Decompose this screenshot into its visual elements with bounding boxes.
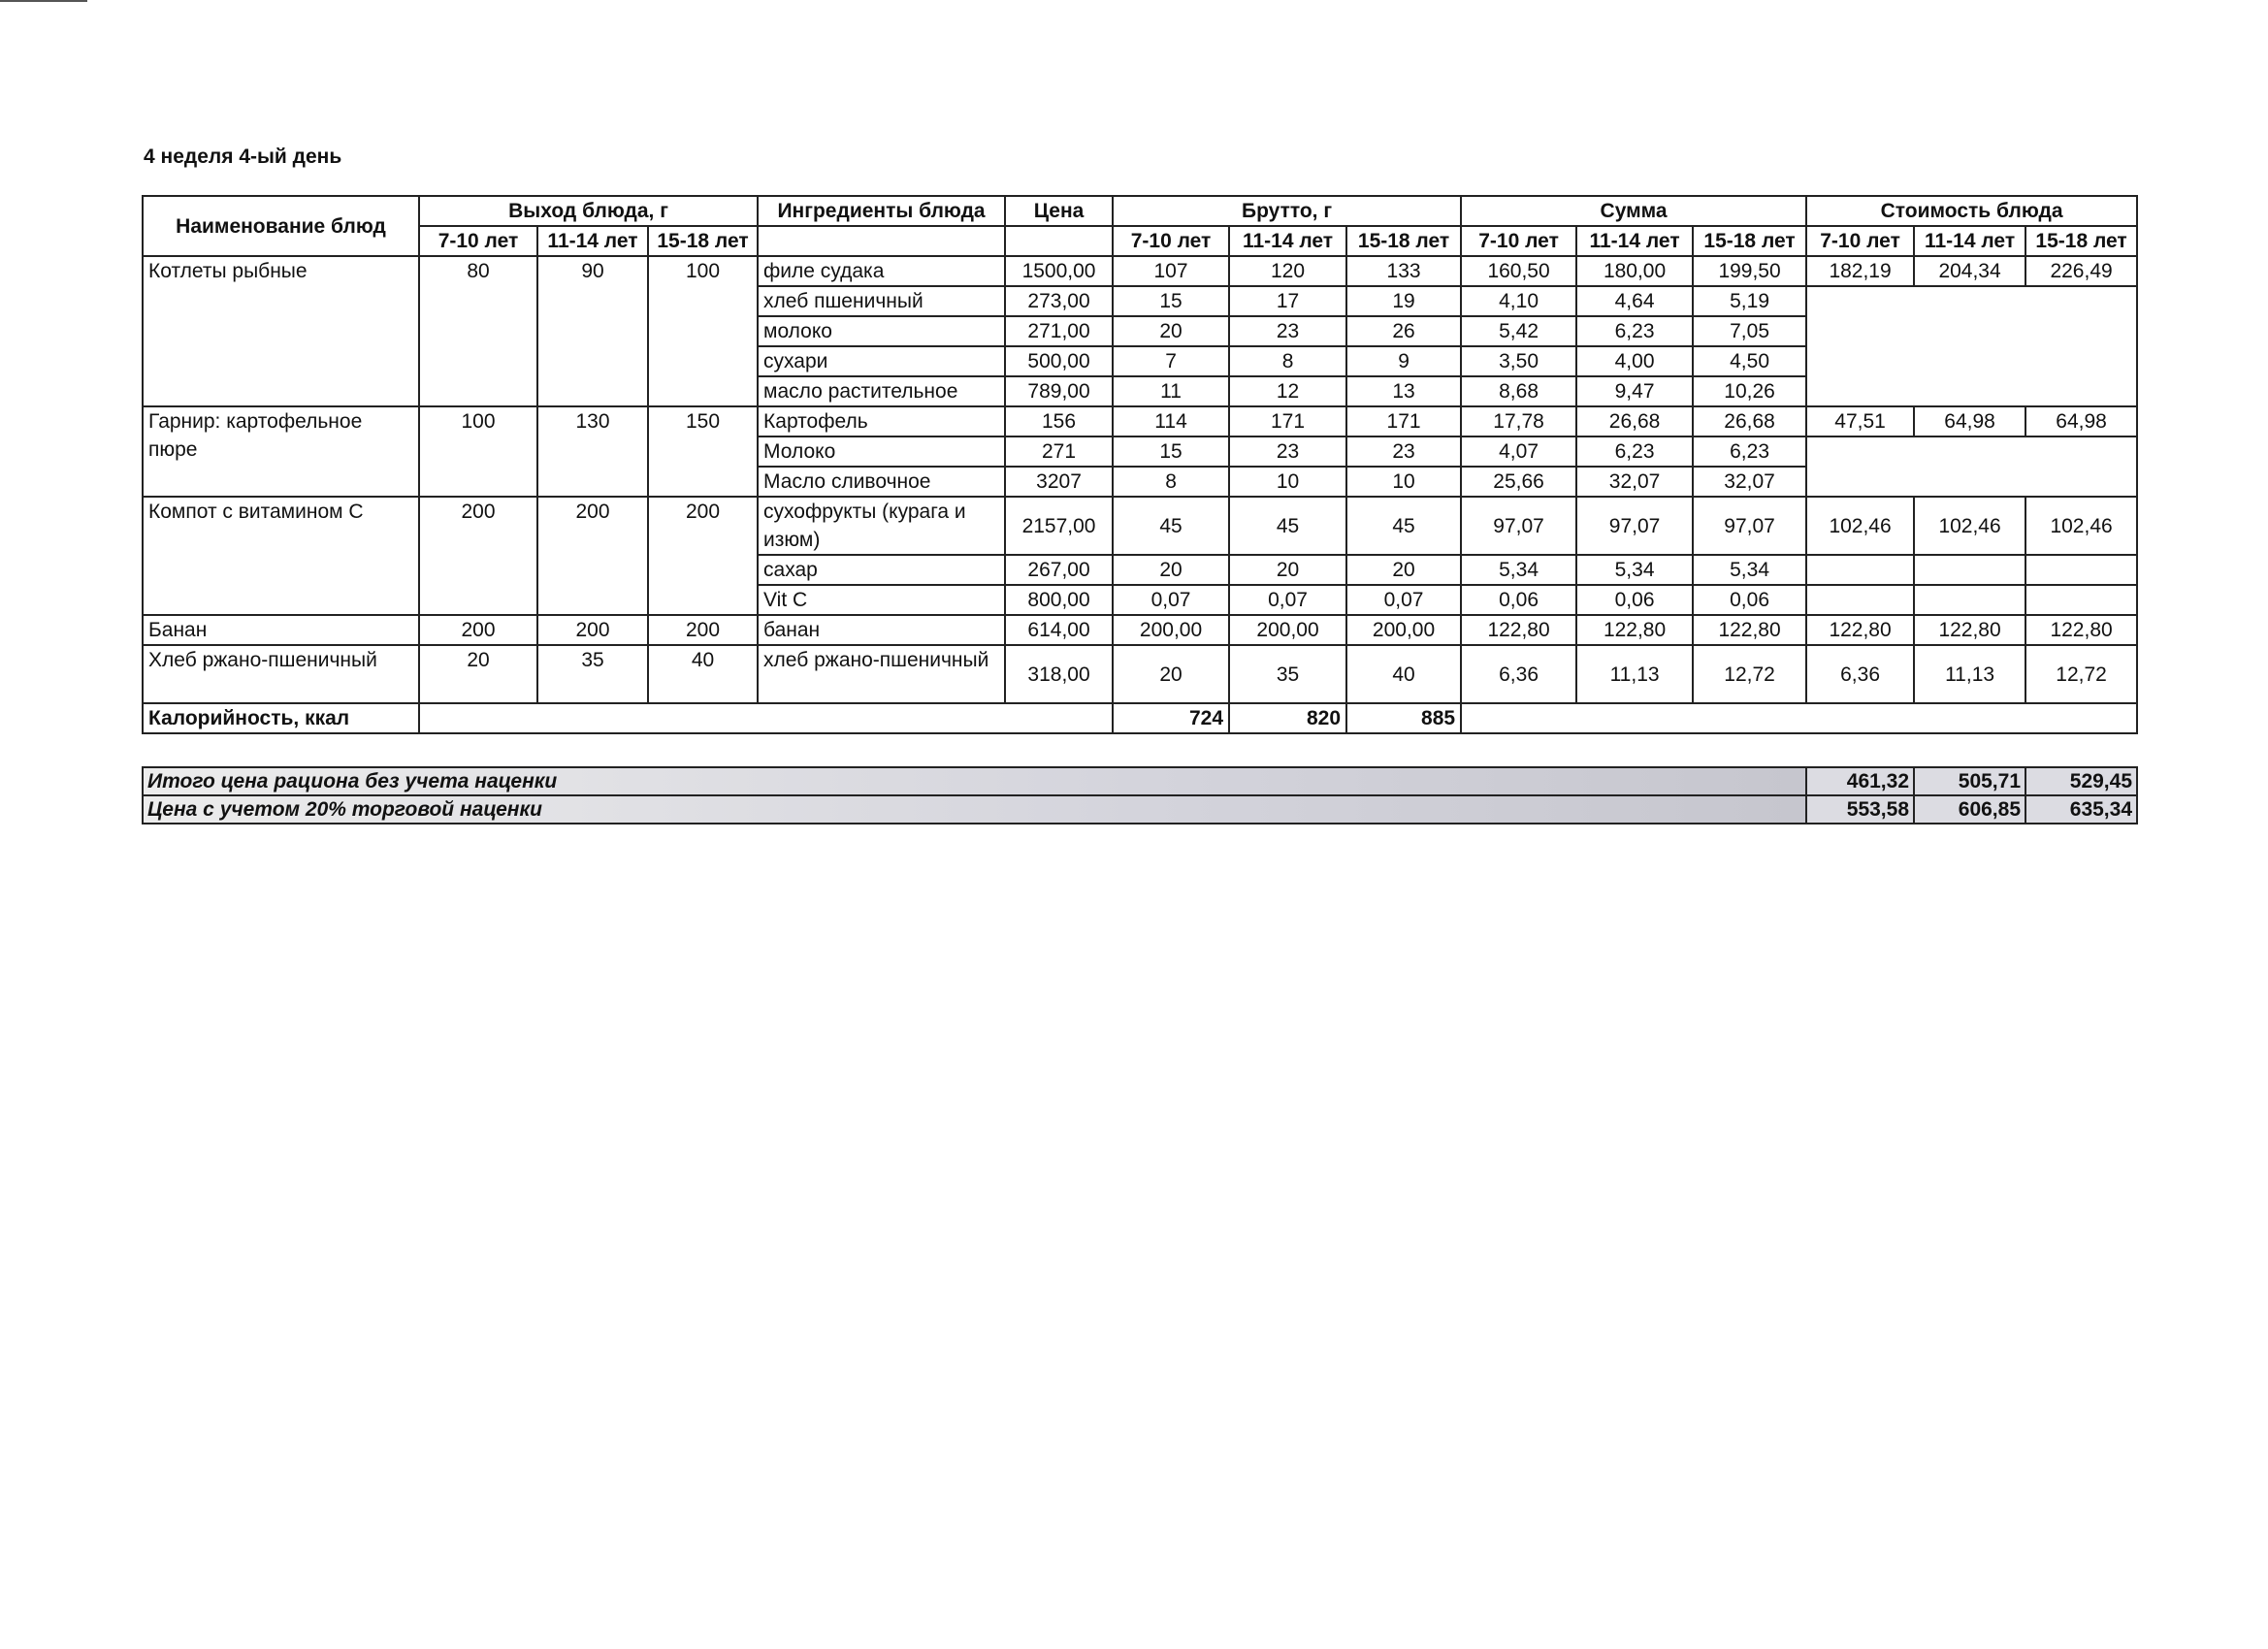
- brutto-value: 20: [1113, 316, 1229, 346]
- header-age: 15-18 лет: [648, 226, 758, 256]
- dish-output: 20: [419, 645, 537, 703]
- totals-table: [142, 766, 2138, 824]
- brutto-value: 15: [1113, 286, 1229, 316]
- header-cost: Стоимость блюда: [1806, 196, 2137, 226]
- total-markup-value: 635,34: [2025, 795, 2137, 824]
- header-empty: [758, 226, 1005, 256]
- sum-value: 180,00: [1576, 256, 1693, 286]
- ingredient-price: 156: [1005, 406, 1113, 436]
- table-row: [143, 645, 2137, 703]
- ingredient-price: 2157,00: [1005, 497, 1113, 555]
- header-dish-name: Наименование блюд: [143, 196, 419, 256]
- menu-table: [142, 195, 2138, 734]
- dish-name: Гарнир: картофельное пюре: [143, 406, 419, 497]
- cost-empty: [1806, 555, 1914, 585]
- sum-value: 5,34: [1461, 555, 1576, 585]
- brutto-value: 11: [1113, 376, 1229, 406]
- ingredient-name: хлеб ржано-пшеничный: [758, 645, 1005, 703]
- brutto-value: 17: [1229, 286, 1346, 316]
- ingredient-price: 1500,00: [1005, 256, 1113, 286]
- ingredient-price: 789,00: [1005, 376, 1113, 406]
- ingredient-name: масло растительное: [758, 376, 1005, 406]
- sum-value: 7,05: [1693, 316, 1806, 346]
- cost-value: 12,72: [2025, 645, 2137, 703]
- dish-name: Компот с витамином С: [143, 497, 419, 615]
- sum-value: 4,10: [1461, 286, 1576, 316]
- brutto-value: 19: [1346, 286, 1461, 316]
- ingredient-price: 271,00: [1005, 316, 1113, 346]
- sum-value: 8,68: [1461, 376, 1576, 406]
- total-value: 529,45: [2025, 767, 2137, 795]
- brutto-value: 0,07: [1346, 585, 1461, 615]
- sum-value: 0,06: [1461, 585, 1576, 615]
- brutto-value: 45: [1346, 497, 1461, 555]
- calories-value: 820: [1229, 703, 1346, 733]
- sum-value: 97,07: [1693, 497, 1806, 555]
- brutto-value: 171: [1346, 406, 1461, 436]
- header-age: 7-10 лет: [1113, 226, 1229, 256]
- calories-empty: [1461, 703, 2137, 733]
- header-age: 7-10 лет: [1461, 226, 1576, 256]
- header-age: 11-14 лет: [1229, 226, 1346, 256]
- brutto-value: 45: [1113, 497, 1229, 555]
- sum-value: 0,06: [1693, 585, 1806, 615]
- table-row: [143, 497, 2137, 555]
- calories-value: 724: [1113, 703, 1229, 733]
- sum-value: 4,50: [1693, 346, 1806, 376]
- total-value: 461,32: [1806, 767, 1914, 795]
- ingredient-name: сухари: [758, 346, 1005, 376]
- header-age: 15-18 лет: [1693, 226, 1806, 256]
- brutto-value: 15: [1113, 436, 1229, 467]
- ingredient-name: Молоко: [758, 436, 1005, 467]
- header-sum: Сумма: [1461, 196, 1806, 226]
- brutto-value: 40: [1346, 645, 1461, 703]
- sum-value: 199,50: [1693, 256, 1806, 286]
- total-markup-value: 553,58: [1806, 795, 1914, 824]
- cost-value: 226,49: [2025, 256, 2137, 286]
- sum-value: 4,64: [1576, 286, 1693, 316]
- dish-output: 130: [537, 406, 648, 497]
- dish-output: 200: [648, 615, 758, 645]
- sum-value: 6,23: [1576, 436, 1693, 467]
- cost-empty: [1914, 585, 2025, 615]
- sum-value: 6,36: [1461, 645, 1576, 703]
- sum-value: 17,78: [1461, 406, 1576, 436]
- brutto-value: 171: [1229, 406, 1346, 436]
- cost-value: 122,80: [1806, 615, 1914, 645]
- totals-row: [143, 767, 2137, 795]
- brutto-value: 8: [1229, 346, 1346, 376]
- dish-output: 80: [419, 256, 537, 406]
- brutto-value: 107: [1113, 256, 1229, 286]
- page-title: 4 неделя 4-ый день: [144, 146, 342, 168]
- sum-value: 122,80: [1461, 615, 1576, 645]
- header-age: 7-10 лет: [419, 226, 537, 256]
- total-label: Итого цена рациона без учета наценки: [143, 767, 1806, 795]
- brutto-value: 120: [1229, 256, 1346, 286]
- dish-name: Котлеты рыбные: [143, 256, 419, 406]
- dish-output: 90: [537, 256, 648, 406]
- cost-empty: [2025, 555, 2137, 585]
- brutto-value: 200,00: [1229, 615, 1346, 645]
- header-brutto: Брутто, г: [1113, 196, 1461, 226]
- ingredient-name: филе судака: [758, 256, 1005, 286]
- sum-value: 32,07: [1576, 467, 1693, 497]
- ingredient-price: 273,00: [1005, 286, 1113, 316]
- header-price: Цена: [1005, 196, 1113, 226]
- header-age: 15-18 лет: [1346, 226, 1461, 256]
- brutto-value: 200,00: [1346, 615, 1461, 645]
- totals-row: [143, 795, 2137, 824]
- cost-value: 102,46: [2025, 497, 2137, 555]
- sum-value: 5,19: [1693, 286, 1806, 316]
- cost-empty: [1806, 436, 2137, 497]
- ingredient-price: 800,00: [1005, 585, 1113, 615]
- scan-edge-line: [0, 0, 87, 2]
- brutto-value: 8: [1113, 467, 1229, 497]
- dish-output: 200: [648, 497, 758, 615]
- brutto-value: 20: [1229, 555, 1346, 585]
- cost-value: 122,80: [1914, 615, 2025, 645]
- ingredient-name: сухофрукты (курага и изюм): [758, 497, 1005, 555]
- brutto-value: 200,00: [1113, 615, 1229, 645]
- sum-value: 3,50: [1461, 346, 1576, 376]
- sum-value: 122,80: [1693, 615, 1806, 645]
- ingredient-name: хлеб пшеничный: [758, 286, 1005, 316]
- calories-label: Калорийность, ккал: [143, 703, 419, 733]
- brutto-value: 23: [1346, 436, 1461, 467]
- sum-value: 26,68: [1693, 406, 1806, 436]
- calories-empty: [419, 703, 1113, 733]
- sum-value: 97,07: [1576, 497, 1693, 555]
- brutto-value: 9: [1346, 346, 1461, 376]
- sum-value: 26,68: [1576, 406, 1693, 436]
- ingredient-price: 500,00: [1005, 346, 1113, 376]
- brutto-value: 12: [1229, 376, 1346, 406]
- sum-value: 32,07: [1693, 467, 1806, 497]
- dish-output: 100: [648, 256, 758, 406]
- brutto-value: 23: [1229, 316, 1346, 346]
- brutto-value: 23: [1229, 436, 1346, 467]
- sum-value: 5,42: [1461, 316, 1576, 346]
- sum-value: 0,06: [1576, 585, 1693, 615]
- table-row: [143, 406, 2137, 436]
- total-markup-value: 606,85: [1914, 795, 2025, 824]
- brutto-value: 20: [1113, 645, 1229, 703]
- ingredient-name: банан: [758, 615, 1005, 645]
- cost-empty: [1806, 286, 2137, 406]
- cost-value: 204,34: [1914, 256, 2025, 286]
- dish-output: 40: [648, 645, 758, 703]
- cost-value: 6,36: [1806, 645, 1914, 703]
- calories-row: [143, 703, 2137, 733]
- ingredient-name: Картофель: [758, 406, 1005, 436]
- sum-value: 5,34: [1693, 555, 1806, 585]
- brutto-value: 0,07: [1229, 585, 1346, 615]
- sum-value: 97,07: [1461, 497, 1576, 555]
- cost-value: 122,80: [2025, 615, 2137, 645]
- brutto-value: 7: [1113, 346, 1229, 376]
- sum-value: 6,23: [1576, 316, 1693, 346]
- calories-value: 885: [1346, 703, 1461, 733]
- ingredient-name: Масло сливочное: [758, 467, 1005, 497]
- table-row: [143, 615, 2137, 645]
- sum-value: 122,80: [1576, 615, 1693, 645]
- brutto-value: 20: [1346, 555, 1461, 585]
- brutto-value: 35: [1229, 645, 1346, 703]
- cost-empty: [1806, 585, 1914, 615]
- brutto-value: 114: [1113, 406, 1229, 436]
- ingredient-name: сахар: [758, 555, 1005, 585]
- brutto-value: 133: [1346, 256, 1461, 286]
- ingredient-name: молоко: [758, 316, 1005, 346]
- brutto-value: 10: [1346, 467, 1461, 497]
- sum-value: 9,47: [1576, 376, 1693, 406]
- header-age: 15-18 лет: [2025, 226, 2137, 256]
- cost-empty: [1914, 555, 2025, 585]
- brutto-value: 13: [1346, 376, 1461, 406]
- ingredient-price: 614,00: [1005, 615, 1113, 645]
- header-output: Выход блюда, г: [419, 196, 758, 226]
- dish-output: 200: [419, 615, 537, 645]
- brutto-value: 0,07: [1113, 585, 1229, 615]
- cost-value: 11,13: [1914, 645, 2025, 703]
- sum-value: 12,72: [1693, 645, 1806, 703]
- sum-value: 160,50: [1461, 256, 1576, 286]
- cost-value: 64,98: [1914, 406, 2025, 436]
- cost-value: 182,19: [1806, 256, 1914, 286]
- sum-value: 11,13: [1576, 645, 1693, 703]
- dish-output: 200: [537, 615, 648, 645]
- cost-empty: [2025, 585, 2137, 615]
- ingredient-price: 3207: [1005, 467, 1113, 497]
- cost-value: 102,46: [1914, 497, 2025, 555]
- header-age: 11-14 лет: [537, 226, 648, 256]
- header-age: 11-14 лет: [1576, 226, 1693, 256]
- total-markup-label: Цена с учетом 20% торговой наценки: [143, 795, 1806, 824]
- header-empty: [1005, 226, 1113, 256]
- sum-value: 4,00: [1576, 346, 1693, 376]
- brutto-value: 26: [1346, 316, 1461, 346]
- sum-value: 5,34: [1576, 555, 1693, 585]
- dish-output: 200: [419, 497, 537, 615]
- ingredient-price: 318,00: [1005, 645, 1113, 703]
- sum-value: 6,23: [1693, 436, 1806, 467]
- total-value: 505,71: [1914, 767, 2025, 795]
- ingredient-name: Vit C: [758, 585, 1005, 615]
- header-age: 7-10 лет: [1806, 226, 1914, 256]
- sum-value: 25,66: [1461, 467, 1576, 497]
- header-age: 11-14 лет: [1914, 226, 2025, 256]
- ingredient-price: 271: [1005, 436, 1113, 467]
- brutto-value: 10: [1229, 467, 1346, 497]
- cost-value: 47,51: [1806, 406, 1914, 436]
- brutto-value: 45: [1229, 497, 1346, 555]
- cost-value: 102,46: [1806, 497, 1914, 555]
- dish-name: Хлеб ржано-пшеничный: [143, 645, 419, 703]
- sum-value: 10,26: [1693, 376, 1806, 406]
- table-row: [143, 256, 2137, 286]
- cost-value: 64,98: [2025, 406, 2137, 436]
- dish-output: 200: [537, 497, 648, 615]
- brutto-value: 20: [1113, 555, 1229, 585]
- sum-value: 4,07: [1461, 436, 1576, 467]
- header-ingredients: Ингредиенты блюда: [758, 196, 1005, 226]
- dish-output: 35: [537, 645, 648, 703]
- dish-name: Банан: [143, 615, 419, 645]
- dish-output: 150: [648, 406, 758, 497]
- ingredient-price: 267,00: [1005, 555, 1113, 585]
- dish-output: 100: [419, 406, 537, 497]
